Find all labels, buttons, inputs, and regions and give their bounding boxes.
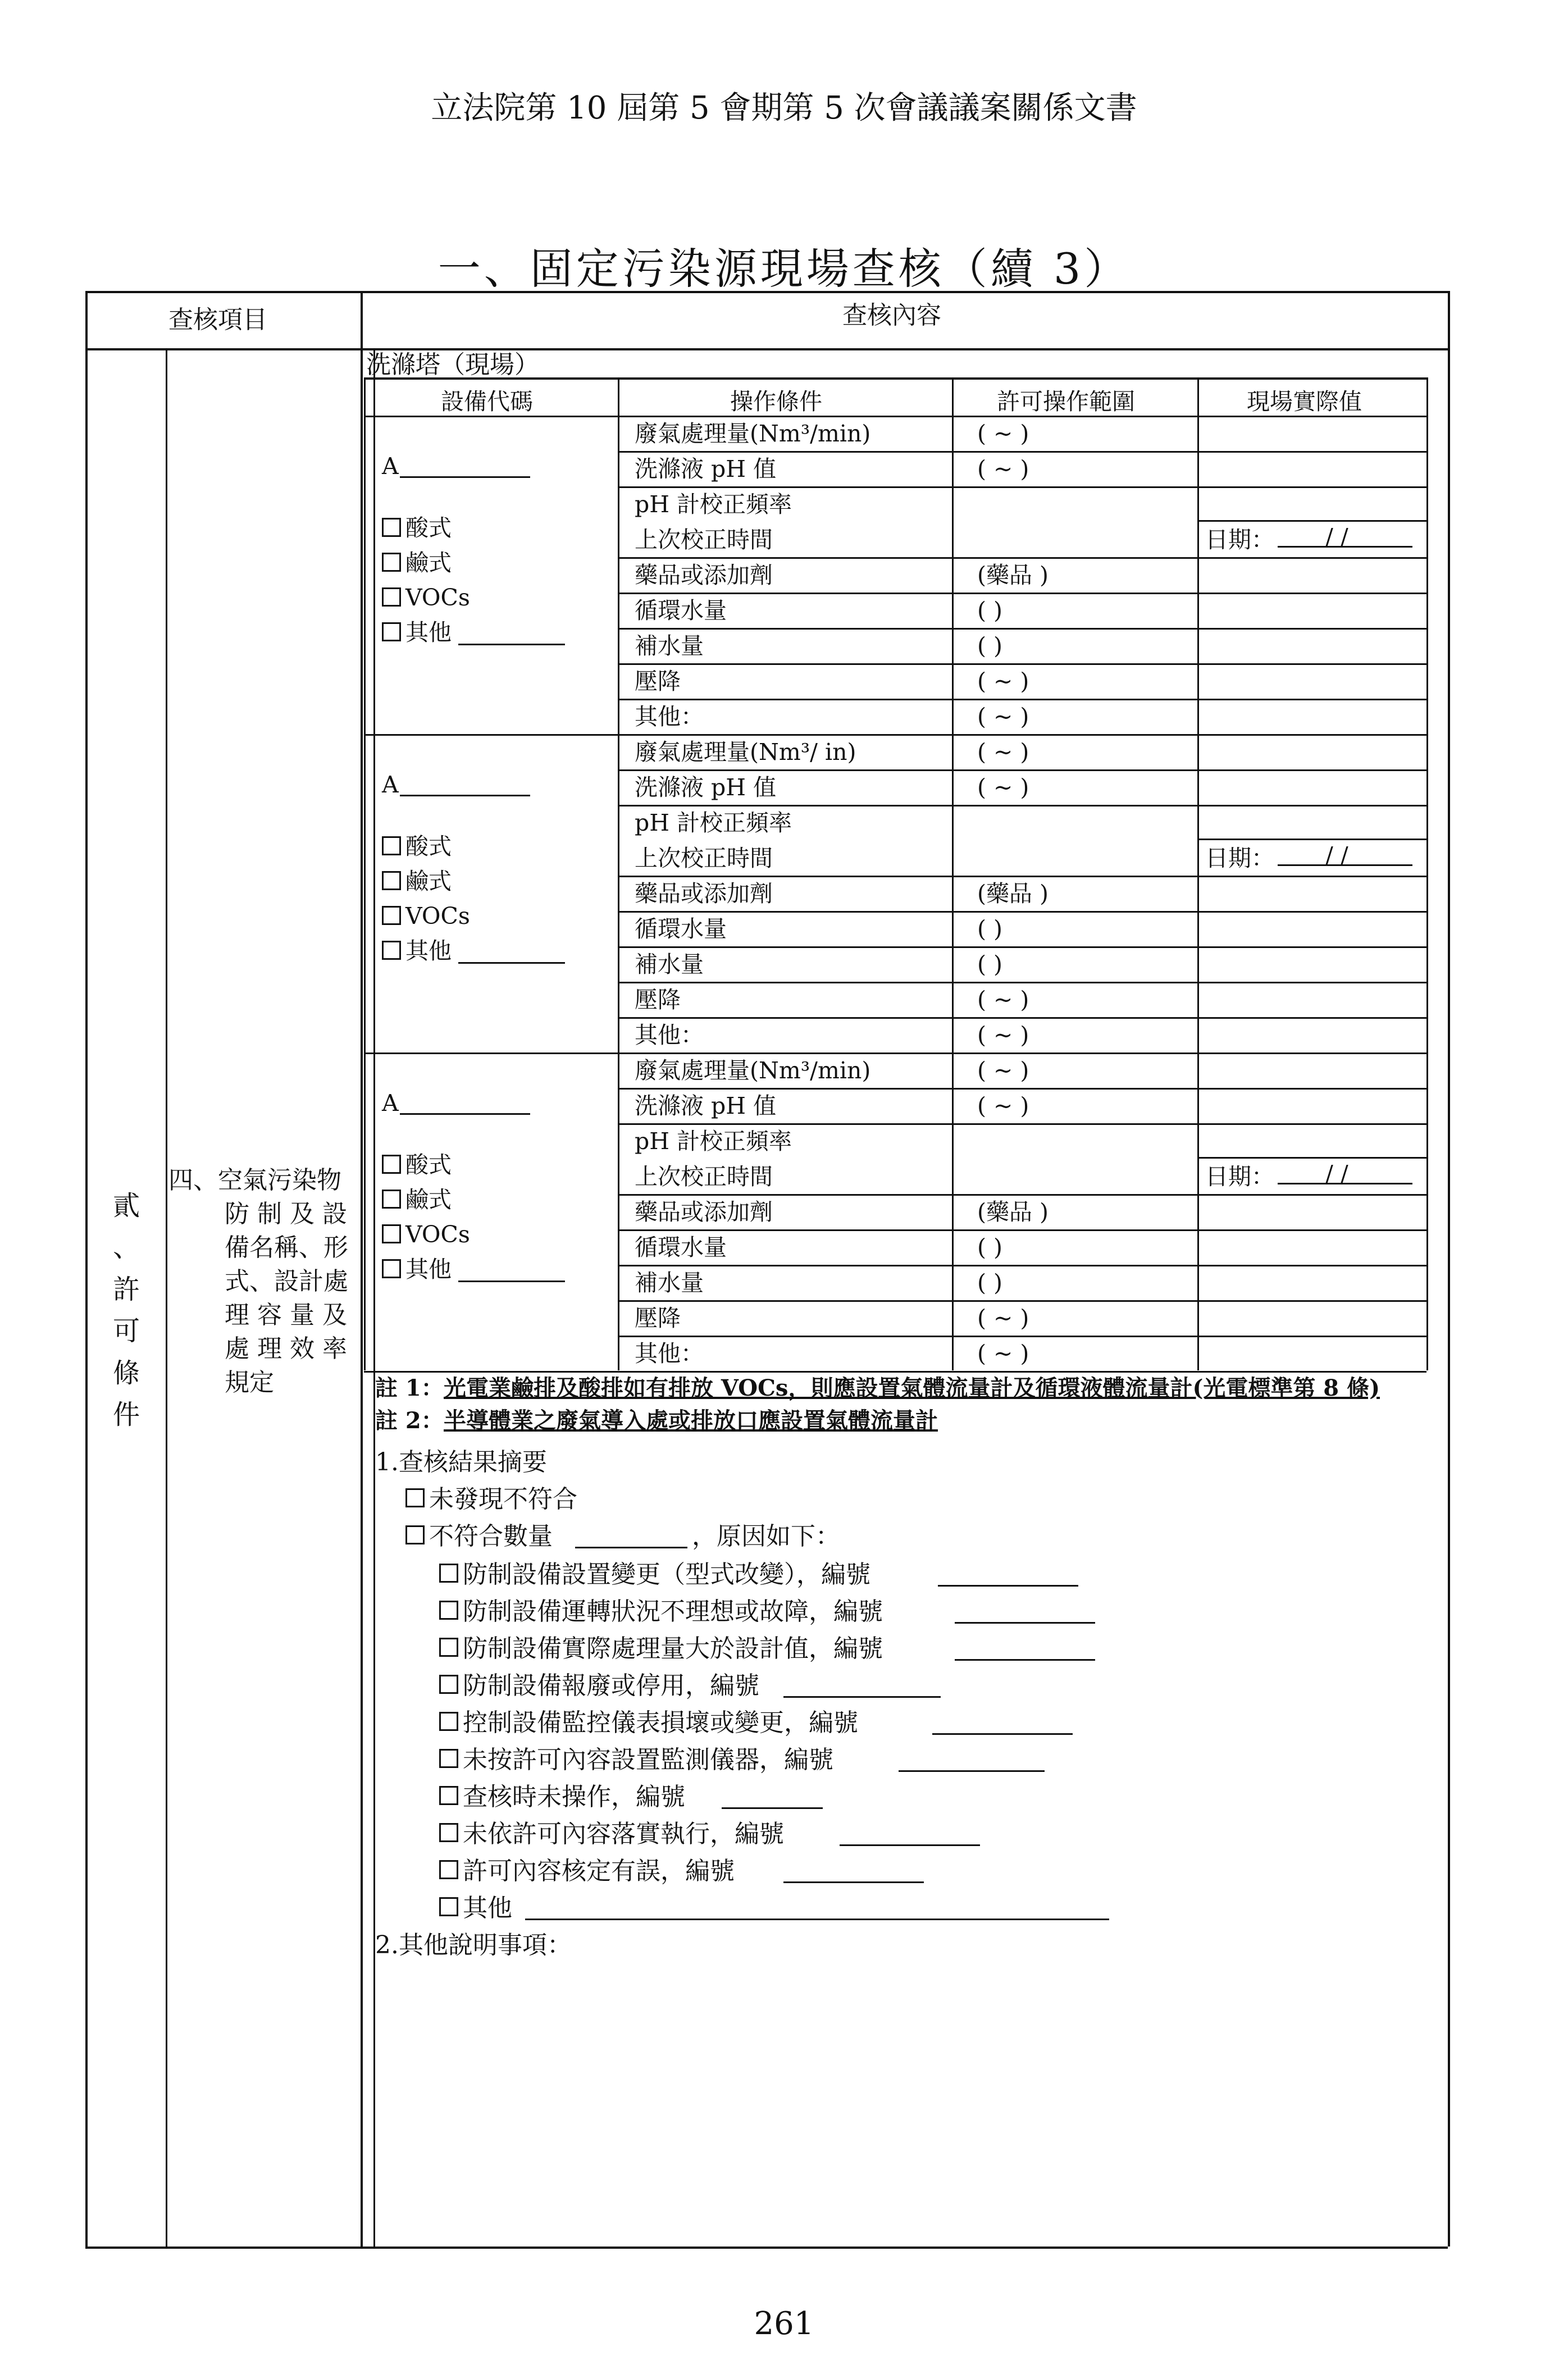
row-rule — [618, 1229, 1426, 1231]
condition-label: 循環水量 — [635, 597, 727, 624]
condition-label: 循環水量 — [635, 1234, 727, 1261]
reason-number-field[interactable] — [840, 1844, 980, 1846]
category-char: 件 — [112, 1398, 140, 1430]
unit-rule — [364, 1371, 1426, 1373]
permitted-range: ( ) — [977, 597, 1003, 624]
condition-label: 補水量 — [635, 951, 704, 978]
reason-checkbox[interactable] — [439, 1823, 458, 1842]
unit-type-checkbox[interactable] — [382, 906, 401, 925]
row-rule — [1197, 1157, 1426, 1159]
unit-type-label: 酸式 — [405, 1151, 452, 1178]
permitted-range: (藥品 ) — [977, 562, 1049, 589]
header-row-rule — [85, 348, 1448, 350]
item-description-line: 式、設計處 — [225, 1267, 348, 1296]
condition-label: 補水量 — [635, 632, 704, 659]
condition-label: 壓降 — [635, 986, 681, 1013]
reason-number-field[interactable] — [783, 1696, 941, 1698]
reason-checkbox[interactable] — [439, 1749, 458, 1768]
unit-type-checkbox[interactable] — [382, 622, 401, 641]
unit-type-label: 鹼式 — [405, 868, 452, 895]
header-range: 許可操作範圍 — [997, 388, 1135, 415]
unit-type-label: VOCs — [405, 584, 470, 611]
reason-number-field[interactable] — [955, 1659, 1095, 1661]
row-rule — [618, 1265, 1426, 1266]
unit-type-label: 其他 — [405, 937, 452, 964]
unit-type-label: VOCs — [405, 1221, 470, 1248]
category-char: 、 — [112, 1232, 140, 1264]
permitted-range: ( ~ ) — [977, 1340, 1029, 1367]
unit-type-label: 鹼式 — [405, 549, 452, 576]
permitted-range: ( ~ ) — [977, 455, 1029, 482]
condition-col-divider — [952, 377, 954, 1370]
other-notes-heading: 2.其他說明事項： — [375, 1931, 572, 1960]
violation-suffix: ，原因如下： — [692, 1522, 840, 1551]
permitted-range: (藥品 ) — [977, 880, 1049, 907]
reason-number-field[interactable] — [899, 1770, 1045, 1772]
unit-type-checkbox[interactable] — [382, 1155, 401, 1174]
page-title: 一、固定污染源現場查核（續 3） — [437, 244, 1131, 294]
reason-checkbox[interactable] — [439, 1860, 458, 1879]
category-label — [110, 1185, 143, 1436]
permitted-range: ( ~ ) — [977, 703, 1029, 730]
condition-label: 藥品或添加劑 — [635, 562, 773, 589]
unit-type-label: VOCs — [405, 903, 470, 929]
table-border-left — [85, 291, 88, 2247]
condition-label: 其他： — [635, 1022, 704, 1049]
category-char: 貳 — [112, 1190, 140, 1222]
item-description-line: 四、空氣污染物 — [168, 1166, 341, 1195]
reason-checkbox[interactable] — [439, 1712, 458, 1731]
condition-label: 廢氣處理量(Nm³/min) — [635, 1057, 871, 1084]
row-rule — [618, 451, 1426, 453]
permitted-range: ( ~ ) — [977, 739, 1029, 765]
condition-label: 補水量 — [635, 1269, 704, 1296]
permitted-range: ( ) — [977, 632, 1003, 659]
row-rule — [618, 663, 1426, 665]
reason-number-field[interactable] — [955, 1622, 1095, 1624]
table-border-right — [1448, 291, 1450, 2247]
date-slashes: / / — [1325, 1160, 1348, 1187]
reason-checkbox[interactable] — [439, 1897, 458, 1916]
unit-type-checkbox[interactable] — [382, 1190, 401, 1209]
condition-label: pH 計校正頻率 — [635, 491, 792, 518]
condition-label: 廢氣處理量(Nm³/ in) — [635, 739, 856, 765]
header-content-label: 查核內容 — [842, 301, 941, 330]
condition-label: 洗滌液 pH 值 — [635, 774, 777, 801]
unit-type-label: 其他 — [405, 619, 452, 646]
reason-label: 許可內容核定有誤，編號 — [463, 1857, 735, 1885]
permitted-range: ( ) — [977, 1269, 1003, 1296]
scrubber-section-label: 洗滌塔（現場） — [366, 350, 539, 379]
row-rule — [618, 769, 1426, 771]
date-slashes: / / — [1325, 523, 1348, 550]
item-description-line: 防 制 及 設 — [225, 1200, 347, 1228]
condition-label: 洗滌液 pH 值 — [635, 1092, 777, 1119]
condition-label: 藥品或添加劑 — [635, 1199, 773, 1225]
item-column-divider — [361, 291, 363, 2247]
row-rule — [618, 1088, 1426, 1090]
unit-code-field[interactable] — [400, 1113, 530, 1115]
reason-number-field[interactable] — [722, 1807, 823, 1809]
unit-code-field[interactable] — [400, 476, 530, 478]
header-actual: 現場實際值 — [1247, 388, 1362, 415]
permitted-range: ( ) — [977, 951, 1003, 978]
row-rule — [618, 982, 1426, 983]
permitted-range: ( ~ ) — [977, 774, 1029, 801]
row-rule — [618, 1123, 1426, 1125]
reason-label: 防制設備運轉狀況不理想或故障，編號 — [463, 1597, 883, 1626]
condition-label: 其他： — [635, 1340, 704, 1367]
reason-label: 防制設備設置變更（型式改變），編號 — [463, 1560, 870, 1589]
row-rule — [618, 946, 1426, 948]
reason-number-field[interactable] — [932, 1733, 1073, 1735]
condition-label: pH 計校正頻率 — [635, 1128, 792, 1155]
header-bottom-rule — [364, 416, 1426, 417]
other-type-field[interactable] — [458, 1281, 565, 1282]
reason-label: 其他 — [463, 1894, 512, 1922]
code-col-divider — [618, 377, 619, 1370]
unit-type-checkbox[interactable] — [382, 1259, 401, 1278]
page-number: 261 — [754, 2305, 814, 2342]
permitted-range: ( ~ ) — [977, 420, 1029, 447]
row-rule — [618, 1194, 1426, 1196]
item-description-line: 規定 — [225, 1368, 274, 1397]
unit-type-label: 其他 — [405, 1256, 452, 1283]
row-rule — [618, 593, 1426, 594]
row-rule — [618, 557, 1426, 559]
unit-rule — [364, 1052, 1426, 1054]
permitted-range: (藥品 ) — [977, 1199, 1049, 1225]
table-border-top — [85, 291, 1448, 293]
unit-code-field[interactable] — [400, 795, 530, 796]
condition-label: 其他： — [635, 703, 704, 730]
range-col-divider — [1197, 377, 1199, 1370]
condition-label: 上次校正時間 — [635, 526, 773, 553]
unit-type-checkbox[interactable] — [382, 941, 401, 960]
condition-label: 廢氣處理量(Nm³/min) — [635, 420, 871, 447]
content-left-rule — [373, 348, 375, 2247]
condition-label: 洗滌液 pH 值 — [635, 455, 777, 482]
date-label: 日期： — [1205, 1163, 1274, 1190]
unit-type-checkbox[interactable] — [382, 553, 401, 572]
permitted-range: ( ~ ) — [977, 668, 1029, 695]
header-code: 設備代碼 — [441, 388, 533, 415]
date-label: 日期： — [1205, 845, 1274, 872]
unit-code-label: A — [382, 453, 399, 480]
note-2-text: 半導體業之廢氣導入處或排放口應設置氣體流量計 — [444, 1407, 938, 1434]
no-violation-label: 未發現不符合 — [429, 1485, 577, 1514]
results-heading: 1.查核結果摘要 — [375, 1448, 547, 1477]
condition-label: 上次校正時間 — [635, 845, 773, 872]
unit-type-checkbox[interactable] — [382, 871, 401, 890]
unit-type-checkbox[interactable] — [382, 1224, 401, 1243]
permitted-range: ( ) — [977, 915, 1003, 942]
note-1-text: 光電業鹼排及酸排如有排放 VOCs，則應設置氣體流量計及循環液體流量計(光電標準第 8 條) — [444, 1375, 1380, 1401]
permitted-range: ( ~ ) — [977, 1057, 1029, 1084]
item-description-line: 處 理 效 率 — [225, 1334, 347, 1363]
category-char: 許 — [112, 1273, 140, 1305]
reason-checkbox[interactable] — [439, 1601, 458, 1620]
inner-left — [364, 377, 366, 1370]
condition-label: 藥品或添加劑 — [635, 880, 773, 907]
reason-label: 未依許可內容落實執行，編號 — [463, 1820, 784, 1848]
reason-checkbox[interactable] — [439, 1786, 458, 1805]
unit-type-label: 酸式 — [405, 514, 452, 541]
note-1-prefix: 註 1： — [375, 1375, 444, 1401]
reason-number-field[interactable] — [525, 1919, 1109, 1920]
row-rule — [618, 1336, 1426, 1337]
row-rule — [618, 1017, 1426, 1019]
condition-label: pH 計校正頻率 — [635, 809, 792, 836]
inner-table-top — [364, 377, 1426, 380]
row-rule — [1197, 520, 1426, 522]
date-label: 日期： — [1205, 526, 1274, 553]
reason-checkbox[interactable] — [439, 1638, 458, 1657]
other-type-field[interactable] — [458, 644, 565, 645]
permitted-range: ( ~ ) — [977, 986, 1029, 1013]
reason-label: 查核時未操作，編號 — [463, 1783, 685, 1811]
condition-label: 上次校正時間 — [635, 1163, 773, 1190]
category-char: 條 — [112, 1357, 140, 1389]
date-slashes: / / — [1325, 842, 1348, 869]
permitted-range: ( ~ ) — [977, 1305, 1029, 1332]
header-condition: 操作條件 — [730, 388, 822, 415]
inner-right — [1426, 377, 1428, 1370]
condition-label: 壓降 — [635, 668, 681, 695]
permitted-range: ( ) — [977, 1234, 1003, 1261]
condition-label: 循環水量 — [635, 915, 727, 942]
reason-number-field[interactable] — [938, 1585, 1078, 1587]
unit-type-checkbox[interactable] — [382, 836, 401, 855]
reason-label: 防制設備報廢或停用，編號 — [463, 1671, 759, 1700]
item-description-line: 理 容 量 及 — [225, 1301, 347, 1329]
header-item-label: 查核項目 — [168, 306, 267, 334]
reason-label: 防制設備實際處理量大於設計值，編號 — [463, 1634, 883, 1663]
other-type-field[interactable] — [458, 962, 565, 964]
unit-code-label: A — [382, 771, 399, 798]
category-column-divider — [166, 348, 167, 2247]
reason-checkbox[interactable] — [439, 1564, 458, 1583]
permitted-range: ( ~ ) — [977, 1022, 1029, 1049]
item-description-line: 備名稱、形 — [225, 1233, 348, 1262]
unit-rule — [364, 734, 1426, 736]
row-rule — [618, 486, 1426, 488]
row-rule — [618, 805, 1426, 806]
violation-count-field[interactable] — [575, 1547, 687, 1548]
unit-code-label: A — [382, 1090, 399, 1117]
condition-label: 壓降 — [635, 1305, 681, 1332]
violation-count-label: 不符合數量 — [429, 1522, 553, 1551]
table-border-bottom — [85, 2247, 1448, 2249]
reason-label: 控制設備監控儀表損壞或變更，編號 — [463, 1708, 858, 1737]
unit-type-label: 鹼式 — [405, 1186, 452, 1213]
row-rule — [618, 699, 1426, 700]
row-rule — [618, 911, 1426, 913]
row-rule — [1197, 839, 1426, 840]
row-rule — [618, 628, 1426, 630]
unit-type-checkbox[interactable] — [382, 587, 401, 607]
unit-type-label: 酸式 — [405, 833, 452, 860]
document-header: 立法院第 10 屆第 5 會期第 5 次會議議案關係文書 — [431, 90, 1137, 126]
category-char: 可 — [112, 1315, 140, 1347]
unit-type-checkbox[interactable] — [382, 518, 401, 537]
violation-checkbox[interactable] — [405, 1525, 425, 1544]
row-rule — [618, 1300, 1426, 1302]
reason-number-field[interactable] — [783, 1881, 924, 1883]
reason-checkbox[interactable] — [439, 1675, 458, 1694]
note-2-prefix: 註 2： — [375, 1407, 444, 1434]
row-rule — [618, 876, 1426, 877]
no-violation-checkbox[interactable] — [405, 1488, 425, 1507]
reason-label: 未按許可內容設置監測儀器，編號 — [463, 1746, 833, 1774]
permitted-range: ( ~ ) — [977, 1092, 1029, 1119]
